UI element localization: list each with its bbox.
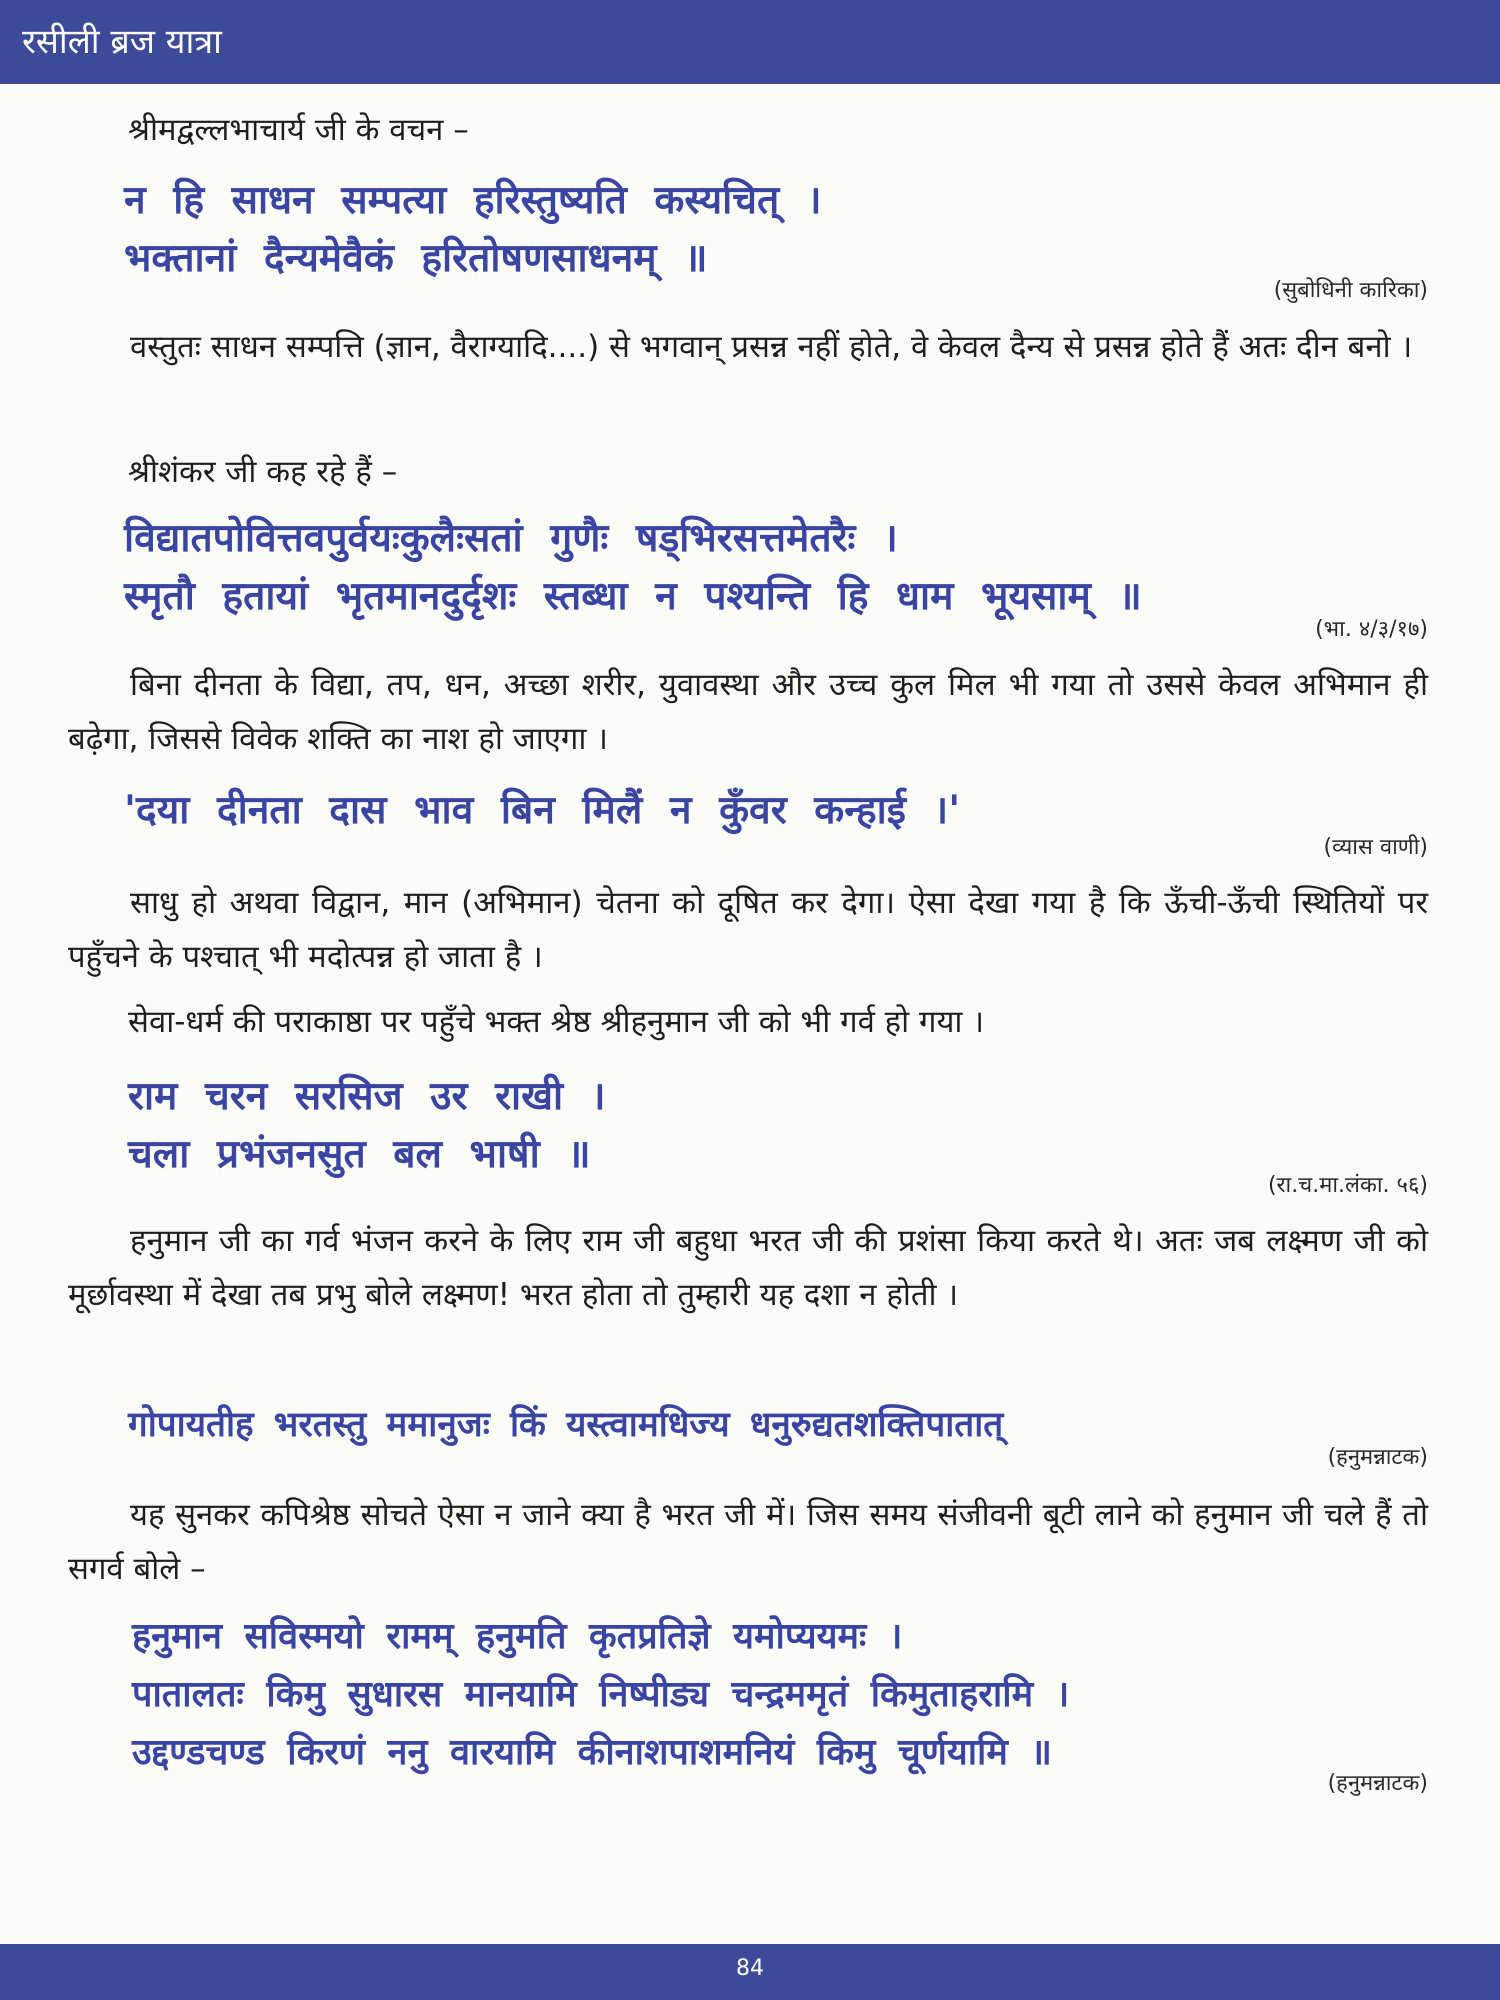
verse-line: पातालतः किमु सुधारस मानयामि निष्पीड्य चन्द्रममृतं किमुताहरामि । — [132, 1674, 1070, 1715]
verse-vyas — [124, 782, 960, 840]
verse-bhagavat — [124, 510, 1142, 626]
verse-line: 'दया दीनता दास भाव बिन मिलैं न कुँवर कन्हाई ।' — [124, 788, 961, 833]
source-bhagavat: (भा. ४/३/१७) — [1315, 617, 1428, 642]
intro-vallabhacharya: श्रीमद्वल्लभाचार्य जी के वचन – — [128, 112, 469, 148]
verse-line: विद्यातपोवित्तवपुर्वयःकुलैःसतां गुणैः षड्भिरसत्तमेतरैः । — [124, 516, 898, 561]
book-title: रसीली ब्रज यात्रा — [22, 22, 222, 62]
verse-line: चला प्रभंजनसुत बल भाषी ॥ — [128, 1132, 591, 1177]
verse-line: हनुमान सविस्मयो रामम् हनुमति कृतप्रतिज्ञे यमोप्ययमः । — [132, 1616, 903, 1657]
verse-line: न हि साधन सम्पत्या हरिस्तुष्यति कस्यचित् । — [124, 178, 822, 223]
verse-line: गोपायतीह भरतस्तु ममानुजः किं यस्त्वामधिज्य धनुरुद्यतशक्तिपातात् — [128, 1405, 1004, 1445]
paragraph-daintya: वस्तुतः साधन सम्पत्ति (ज्ञान, वैराग्यादि....) से भगवान् प्रसन्न नहीं होते, वे केवल दैन्य से प्रसन्न होते हैं अतः दीन बनो । — [130, 329, 1413, 365]
source-subodhini: (सुबोधिनी कारिका) — [1273, 278, 1428, 303]
verse-hanumannatak-2 — [132, 1608, 1069, 1782]
source-ramcharitmanas: (रा.च.मा.लंका. ५६) — [1267, 1173, 1428, 1198]
page-header — [0, 0, 1500, 84]
paragraph-sadhu: साधु हो अथवा विद्वान, मान (अभिमान) चेतना को दूषित कर देगा। ऐसा देखा गया है कि ऊँची-ऊँची स्थितियों पर पहुँचने के पश्चात् भी मदोत्पन्न हो जाता है । — [68, 885, 1428, 975]
verse-subodhini — [124, 172, 822, 288]
verse-line: स्मृतौ हतायां भृतमानदुर्दृशः स्तब्धा न पश्यन्ति हि धाम भूयसाम् ॥ — [124, 574, 1142, 619]
paragraph-dinata: बिना दीनता के विद्या, तप, धन, अच्छा शरीर, युवावस्था और उच्च कुल मिल भी गया तो उससे केवल अभिमान ही बढ़ेगा, जिससे विवेक शक्ति का नाश हो जाएगा । — [68, 667, 1428, 757]
verse-line: उद्दण्डचण्ड किरणं ननु वारयामि कीनाशपाशमनियं किमु चूर्णयामि ॥ — [132, 1732, 1052, 1773]
source-hanumannatak-1: (हनुमन्नाटक) — [1327, 1445, 1428, 1470]
page-footer — [0, 1944, 1500, 2000]
source-vyas: (व्यास वाणी) — [1323, 835, 1428, 860]
verse-hanumannatak-1 — [128, 1396, 1003, 1454]
source-hanumannatak-2: (हनुमन्नाटक) — [1327, 1771, 1428, 1796]
paragraph-kapishreshtha: यह सुनकर कपिश्रेष्ठ सोचते ऐसा न जाने क्या है भरत जी में। जिस समय संजीवनी बूटी लाने को हनुमान जी चले हैं तो सगर्व बोले – — [68, 1497, 1428, 1587]
paragraph-seva-dharma: सेवा-धर्म की पराकाष्ठा पर पहुँचे भक्त श्रेष्ठ श्रीहनुमान जी को भी गर्व हो गया । — [128, 1004, 985, 1040]
intro-shankar: श्रीशंकर जी कह रहे हैं – — [128, 454, 398, 490]
verse-ramcharitmanas — [128, 1068, 606, 1184]
verse-line: भक्तानां दैन्यमेवैकं हरितोषणसाधनम् ॥ — [124, 236, 708, 281]
paragraph-hanuman-garv: हनुमान जी का गर्व भंजन करने के लिए राम जी बहुधा भरत जी की प्रशंसा किया करते थे। अतः जब लक्ष्मण जी को मूर्छावस्था में देखा तब प्रभु बोले लक्ष्मण! भरत होता तो तुम्हारी यह दशा न होती । — [68, 1223, 1428, 1313]
page-number: 84 — [736, 1956, 764, 1981]
verse-line: राम चरन सरसिज उर राखी । — [128, 1074, 606, 1119]
